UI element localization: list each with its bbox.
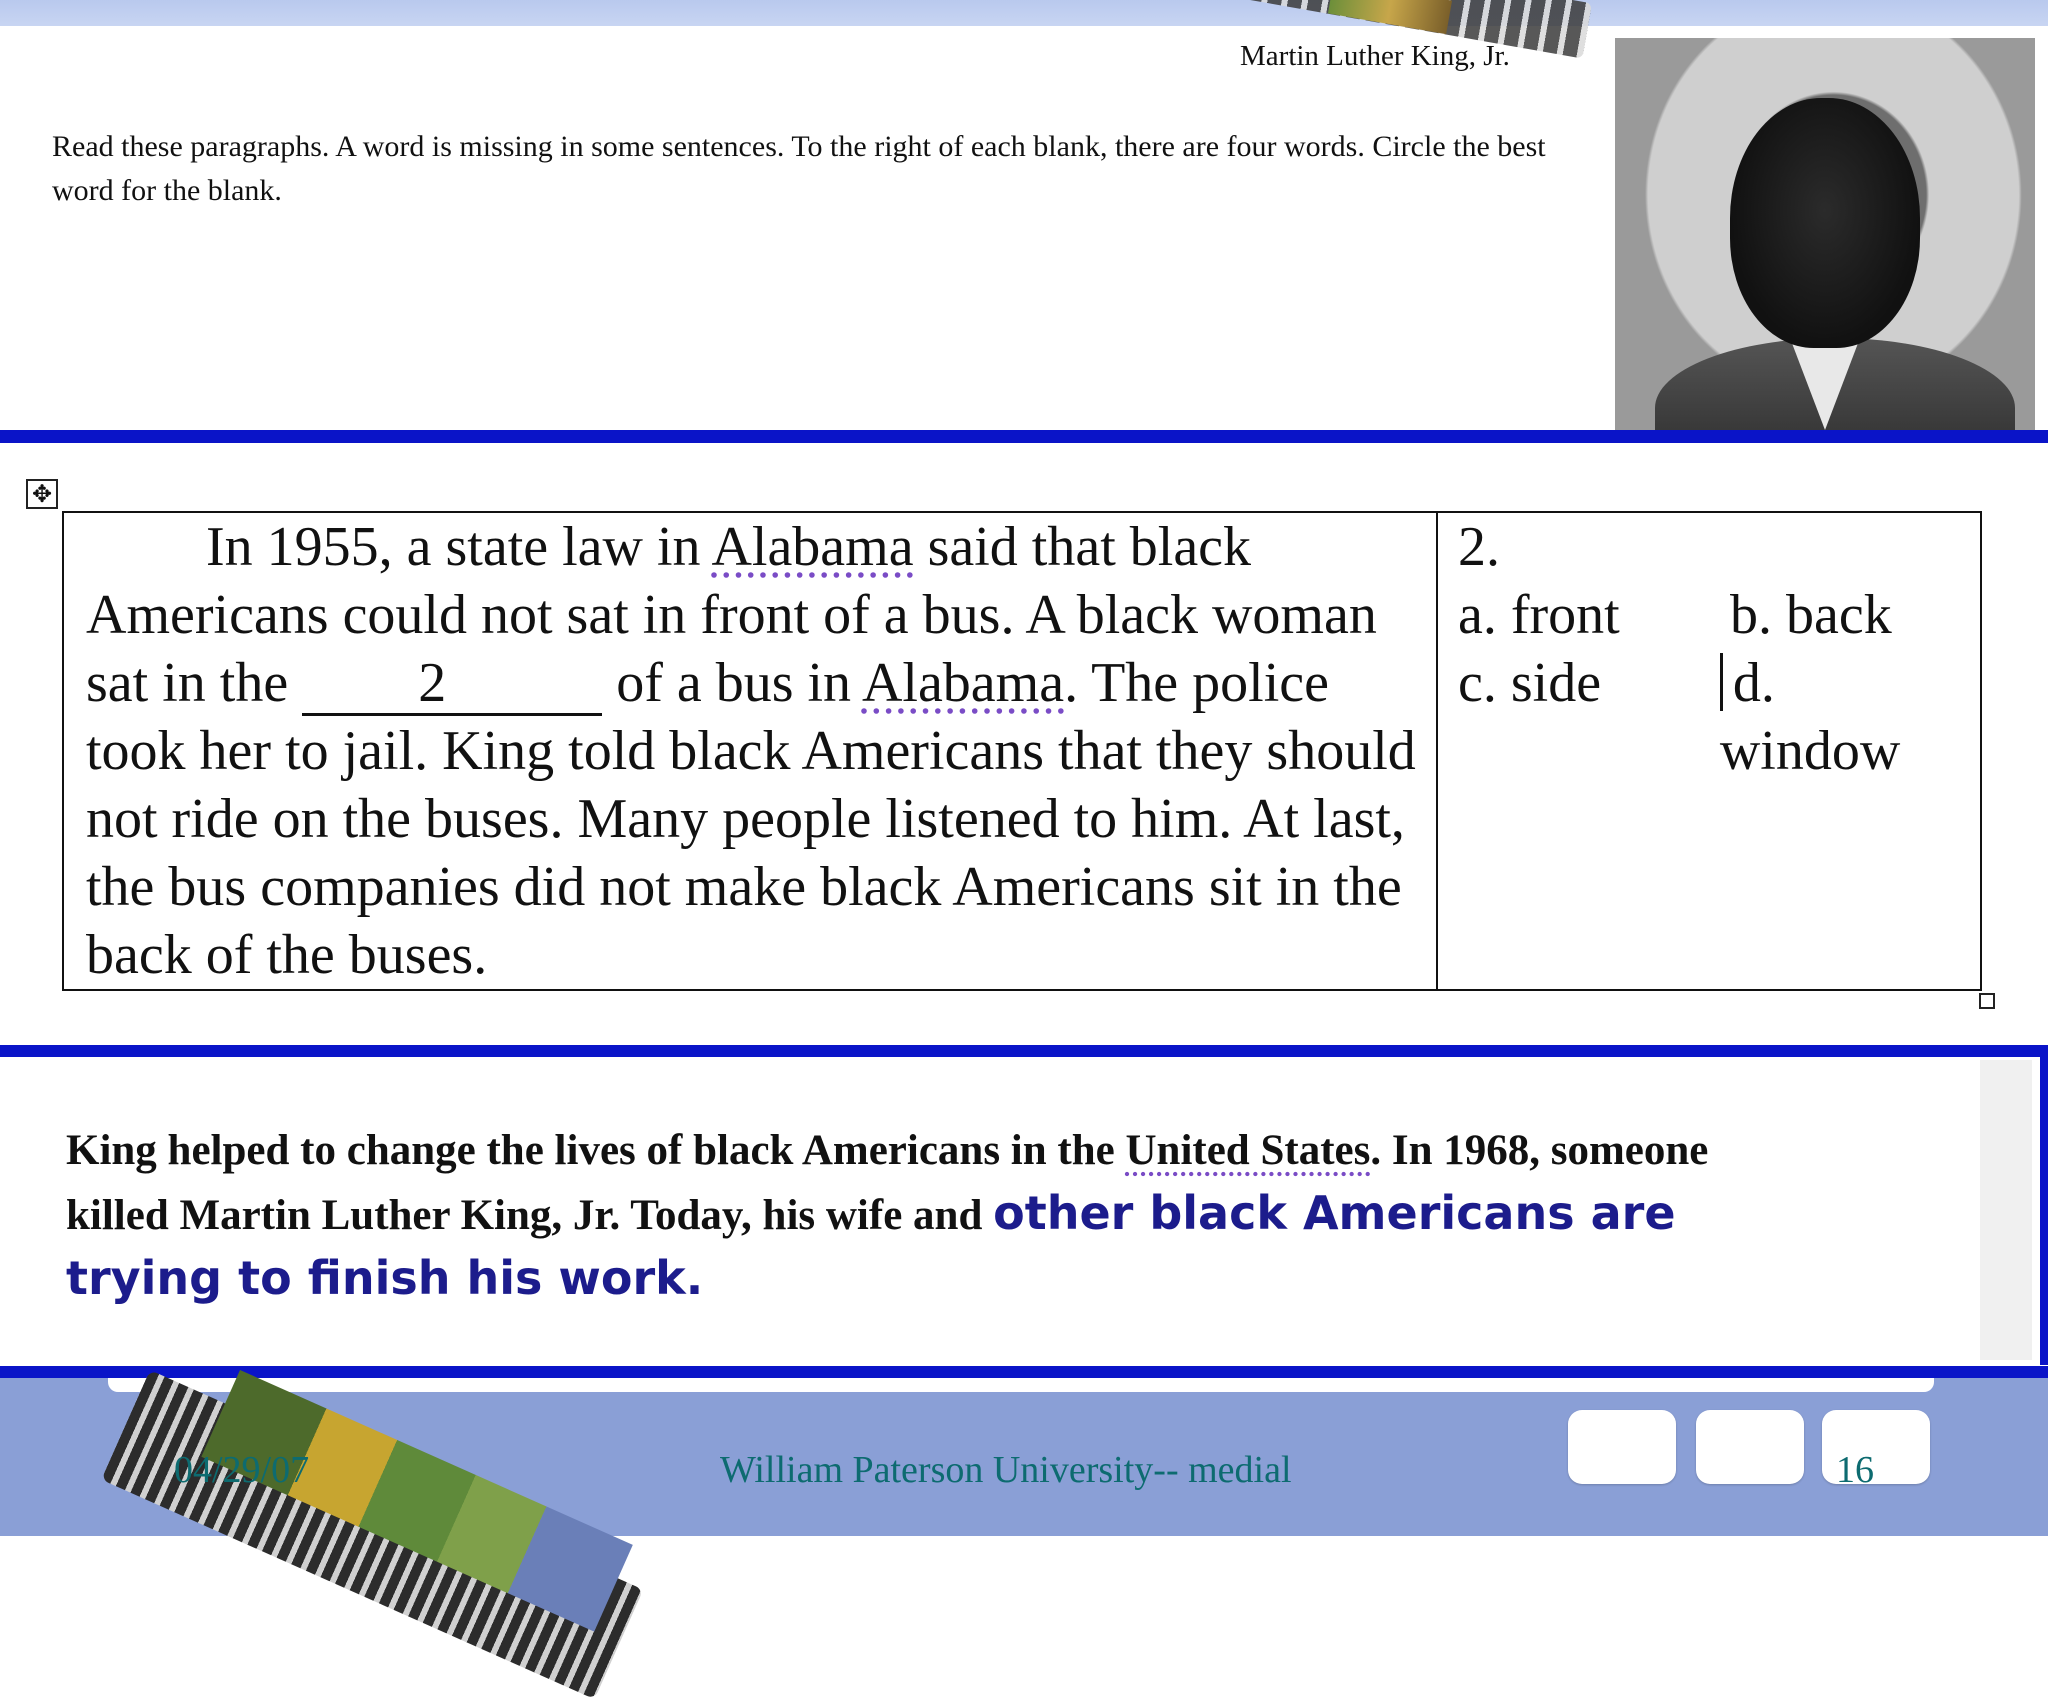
question-number: 2. (1458, 516, 1500, 578)
nav-button-2[interactable] (1696, 1410, 1804, 1484)
options-row (1458, 649, 1960, 785)
options-row (1458, 581, 1960, 649)
divider-top (0, 430, 2048, 443)
passage-text: said that black Americans could not sat in front of a bus. A black woman sat in the (86, 516, 1377, 714)
spell-check-word: Alabama (861, 652, 1065, 714)
passage-cell (63, 512, 1437, 990)
table-resize-handle[interactable] (1979, 993, 1995, 1009)
nav-button-1[interactable] (1568, 1410, 1676, 1484)
top-banner (0, 0, 2048, 26)
instructions-text: Read these paragraphs. A word is missing in some sentences. To the right of each blank, there are four words. Circle the best word for the blank. (52, 130, 1546, 207)
footer-title: William Paterson University-- medial (720, 1449, 1292, 1491)
blank-number: 2 (418, 652, 447, 714)
summary-box-shade (1980, 1060, 2032, 1360)
option-b[interactable]: b. back (1730, 584, 1892, 646)
answer-blank[interactable] (302, 653, 602, 716)
options-cell (1437, 512, 1981, 990)
passage-text: . The police took her to jail. King told black Americans that they should not ride on the buses. Many people listened to him. At last, the bus companies did not make black Americans sit in the back of the buses. (86, 652, 1416, 986)
footer-date: 04/29/07 (174, 1449, 310, 1491)
portrait-photo (1615, 38, 2035, 430)
summary-text (66, 1120, 1786, 1312)
option-d[interactable]: d. window (1719, 652, 1901, 782)
passage-text: of a bus in (602, 652, 862, 714)
divider-bottom (0, 1366, 2048, 1378)
portrait-head (1730, 98, 1920, 348)
summary-highlight: other black Americans are trying to finish his work. (66, 1186, 1676, 1305)
photo-caption: Martin Luther King, Jr. (1240, 40, 1510, 72)
spell-check-word: United States (1125, 1127, 1371, 1174)
text-cursor (1720, 653, 1723, 711)
table-move-handle-icon[interactable]: ✥ (26, 479, 58, 509)
option-c[interactable]: c. side (1458, 652, 1602, 714)
summary-part: . In 1968, someone killed Martin Luther King, Jr. Today, his wife and (66, 1127, 1709, 1239)
passage-text: In 1955, a state law in (206, 516, 712, 578)
spell-check-word: Alabama (711, 516, 914, 578)
divider-middle (0, 1045, 2048, 1057)
summary-part: King helped to change the lives of black Americans in the (66, 1127, 1126, 1174)
passage-table (62, 511, 1982, 991)
page-number: 16 (1836, 1449, 1874, 1491)
option-a[interactable]: a. front (1458, 584, 1620, 646)
footer-white-strip (108, 1378, 1934, 1392)
